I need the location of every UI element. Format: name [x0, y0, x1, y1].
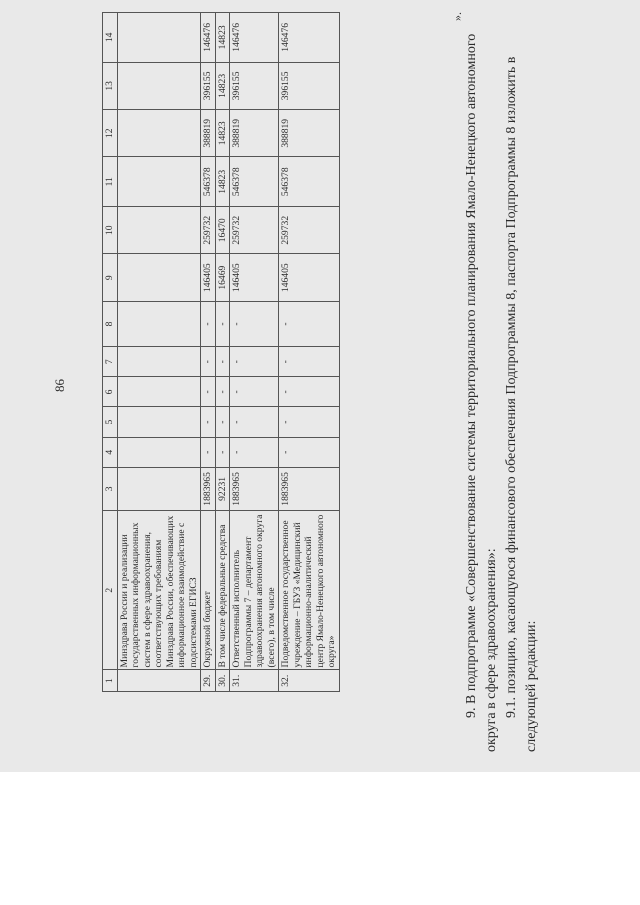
header-cell: 2: [103, 510, 118, 670]
value-cell: -: [279, 347, 340, 377]
value-cell: 546378: [279, 157, 340, 207]
name-cell: Ответственный исполнитель Подпрограммы 7 – департамент здравоохранения автономного округа (всего), в том числе: [230, 510, 279, 670]
header-cell: 4: [103, 437, 118, 467]
value-cell: 396155: [230, 62, 279, 109]
value-cell: 146476: [279, 13, 340, 63]
value-cell: 388819: [230, 110, 279, 157]
header-cell: 14: [103, 13, 118, 63]
value-cell: -: [201, 407, 216, 437]
table-row: [201, 13, 216, 692]
header-cell: 11: [103, 157, 118, 207]
num-cell: 31.: [230, 670, 279, 692]
value-cell: 396155: [201, 62, 216, 109]
header-cell: 1: [103, 670, 118, 692]
header-cell: 9: [103, 254, 118, 301]
funding-table: [102, 12, 340, 692]
paragraph-9: 9. В подпрограмме «Совершенствование системы территориального планирования Ямало-Ненецкого автономного округа в сфере здравоохранения»:: [464, 33, 500, 752]
value-cell: 16470: [215, 207, 230, 254]
value-cell: 92231: [215, 467, 230, 510]
value-cell: -: [201, 347, 216, 377]
num-cell: 30.: [215, 670, 230, 692]
name-cell: Минздрава России и реализации государственных информационных систем в сфере здравоохранения, соответствующих требованиям Минздрава России, обеспечивающих информационное взаимодействие с подсистемами ЕГИСЗ: [117, 510, 201, 670]
name-cell: В том числе федеральные средства: [215, 510, 230, 670]
value-cell: -: [215, 377, 230, 407]
value-cell: -: [230, 347, 279, 377]
value-cell: -: [230, 407, 279, 437]
value-cell: 146405: [279, 254, 340, 301]
value-cell: -: [279, 437, 340, 467]
table-row: [279, 13, 340, 692]
value-cell: -: [279, 301, 340, 346]
intro-row: [117, 13, 201, 692]
name-cell: Подведомственное государственное учреждение – ГБУЗ «Медицинский информационно-аналитический центр Ямало-Ненецкого автономного округа»: [279, 510, 340, 670]
value-cell: -: [230, 377, 279, 407]
num-cell: 32.: [279, 670, 340, 692]
header-cell: 5: [103, 407, 118, 437]
value-cell: 14823: [215, 13, 230, 63]
table-row: [230, 13, 279, 692]
header-cell: 8: [103, 301, 118, 346]
value-cell: -: [201, 301, 216, 346]
value-cell: 16469: [215, 254, 230, 301]
header-row: [103, 13, 118, 692]
value-cell: -: [230, 301, 279, 346]
value-cell: 1883965: [279, 467, 340, 510]
value-cell: -: [215, 407, 230, 437]
value-cell: -: [201, 377, 216, 407]
num-cell: [117, 670, 201, 692]
value-cell: 146405: [230, 254, 279, 301]
closing-quote-mark: ».: [450, 12, 464, 21]
value-cell: 259732: [201, 207, 216, 254]
value-cell: 388819: [201, 110, 216, 157]
header-cell: 6: [103, 377, 118, 407]
value-cell: 396155: [279, 62, 340, 109]
value-cell: -: [201, 437, 216, 467]
value-cell: -: [279, 407, 340, 437]
table-row: [215, 13, 230, 692]
value-cell: -: [230, 437, 279, 467]
value-cell: -: [215, 301, 230, 346]
paragraph-9-1: 9.1. позицию, касающуюся финансового обеспечения Подпрограммы 8, паспорта Подпрограммы 8 изложить в следующей редакции:: [504, 56, 540, 752]
value-cell: -: [215, 347, 230, 377]
value-cell: 146405: [201, 254, 216, 301]
value-cell: 1883965: [230, 467, 279, 510]
name-cell: Окружной бюджет: [201, 510, 216, 670]
value-cell: 546378: [230, 157, 279, 207]
value-cell: 146476: [201, 13, 216, 63]
value-cell: 14823: [215, 62, 230, 109]
header-cell: 12: [103, 110, 118, 157]
header-cell: 13: [103, 62, 118, 109]
value-cell: 388819: [279, 110, 340, 157]
page-number: 86: [52, 379, 67, 392]
value-cell: 146476: [230, 13, 279, 63]
header-cell: 3: [103, 467, 118, 510]
value-cell: 259732: [230, 207, 279, 254]
value-cell: 1883965: [201, 467, 216, 510]
header-cell: 10: [103, 207, 118, 254]
value-cell: 546378: [201, 157, 216, 207]
value-cell: -: [279, 377, 340, 407]
value-cell: 259732: [279, 207, 340, 254]
header-cell: 7: [103, 347, 118, 377]
value-cell: 14823: [215, 110, 230, 157]
value-cell: 14823: [215, 157, 230, 207]
num-cell: 29.: [201, 670, 216, 692]
value-cell: -: [215, 437, 230, 467]
